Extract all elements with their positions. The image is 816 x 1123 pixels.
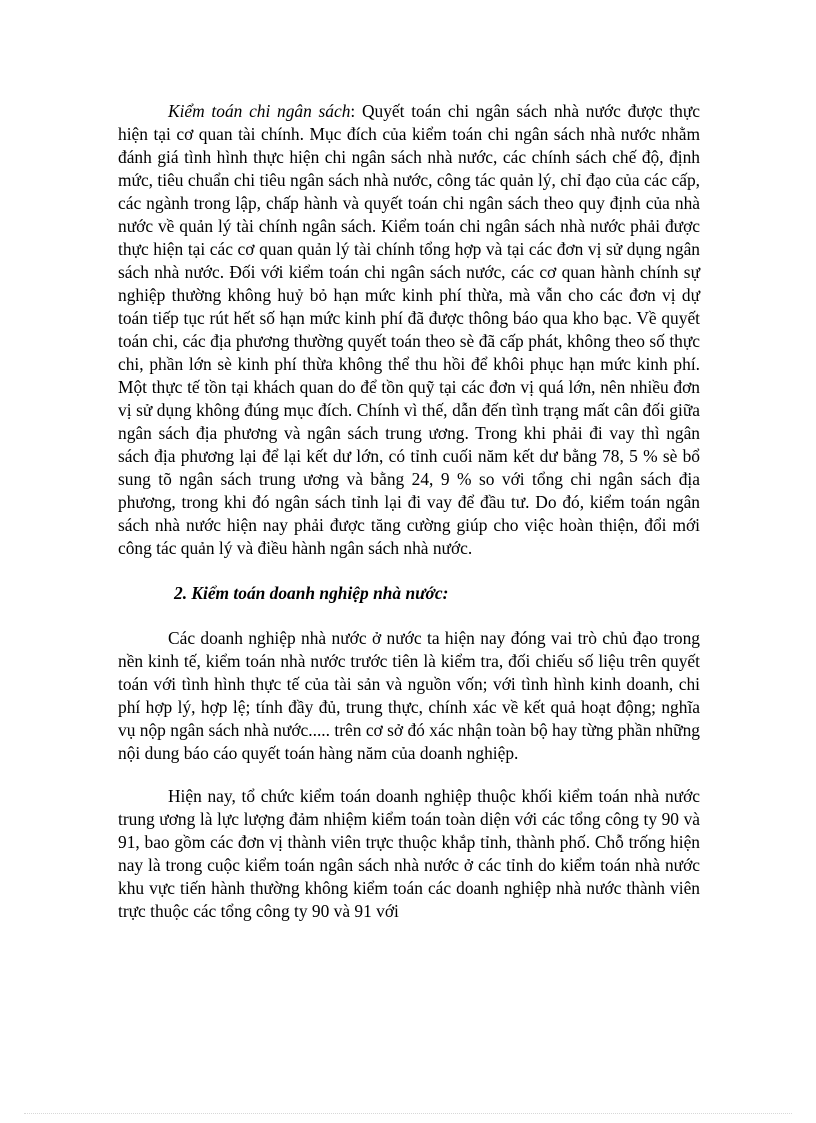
- paragraph-audit-budget-expenditure: [118, 100, 700, 560]
- document-body: [118, 100, 700, 943]
- section-heading: 2. Kiểm toán doanh nghiệp nhà nước:: [174, 583, 449, 603]
- paragraph-body-text: : Quyết toán chi ngân sách nhà nước được thực hiện tại cơ quan tài chính. Mục đích của kiểm toán chi ngân sách nhà nước nhằm đánh giá tình hình thực hiện chi ngân sách nhà nước, các chính sách chế độ, định mức, tiêu chuẩn chi tiêu ngân sách nhà nước, công tác quản lý, chỉ đạo của các cấp, các ngành trong lập, chấp hành và quyết toán chi ngân sách theo quy định của nhà nước về quản lý tài chính ngân sách. Kiểm toán chi ngân sách nhà nước phải được thực hiện tại các cơ quan quản lý tài chính tổng hợp và tại các đơn vị sử dụng ngân sách nhà nước. Đối với kiểm toán chi ngân sách nước, các cơ quan hành chính sự nghiệp thường không huỷ bỏ hạn mức kinh phí thừa, mà vẫn cho các đơn vị dự toán tiếp tục rút hết số hạn mức kinh phí đã được thông báo qua kho bạc. Về quyết toán chi, các địa phương thường quyết toán theo sè đã cấp phát, không theo số thực chi, phần lớn sè kinh phí thừa không thể thu hồi để khôi phục hạn mức kinh phí. Một thực tế tồn tại khách quan do để tồn quỹ tại các đơn vị quá lớn, nên nhiều đơn vị sử dụng không đúng mục đích. Chính vì thế, dẫn đến tình trạng mất cân đối giữa ngân sách địa phương và ngân sách trung ương. Trong khi phải đi vay thì ngân sách địa phương lại để lại kết dư lớn, có tỉnh cuối năm kết dư bằng 78, 5 % sè bổ sung tõ ngân sách trung ương và bằng 24, 9 % so với tổng chi ngân sách địa phương, trong khi đó ngân sách tỉnh lại đi vay để đầu tư. Do đó, kiểm toán ngân sách nhà nước hiện nay phải được tăng cường giúp cho việc hoàn thiện, đổi mới công tác quản lý và điều hành ngân sách nhà nước.: [118, 101, 700, 558]
- paragraph-state-enterprises: Các doanh nghiệp nhà nước ở nước ta hiện nay đóng vai trò chủ đạo trong nền kinh tế, kiểm toán nhà nước trước tiên là kiểm tra, đối chiếu số liệu trên quyết toán với tình hình thực tế của tài sản và nguồn vốn; với tình hình kinh doanh, chi phí hợp lý, hợp lệ; tính đầy đủ, trung thực, chính xác về kết quả hoạt động; nghĩa vụ nộp ngân sách nhà nước..... trên cơ sở đó xác nhận toàn bộ hay từng phần những nội dung báo cáo quyết toán hàng năm của doanh nghiệp.: [118, 628, 700, 763]
- paragraph-lead-term: Kiểm toán chi ngân sách: [168, 101, 351, 121]
- page-bottom-divider: [24, 1113, 792, 1114]
- paragraph-audit-organization: Hiện nay, tổ chức kiểm toán doanh nghiệp thuộc khối kiểm toán nhà nước trung ương là lực lượng đảm nhiệm kiểm toán toàn diện với các tổng công ty 90 và 91, bao gồm các đơn vị thành viên trực thuộc khắp tỉnh, thành phố. Chỗ trống hiện nay là trong cuộc kiểm toán ngân sách nhà nước ở các tỉnh do kiểm toán nhà nước khu vực tiến hành thường không kiểm toán các doanh nghiệp nhà nước thành viên trực thuộc các tổng công ty 90 và 91 với: [118, 786, 700, 921]
